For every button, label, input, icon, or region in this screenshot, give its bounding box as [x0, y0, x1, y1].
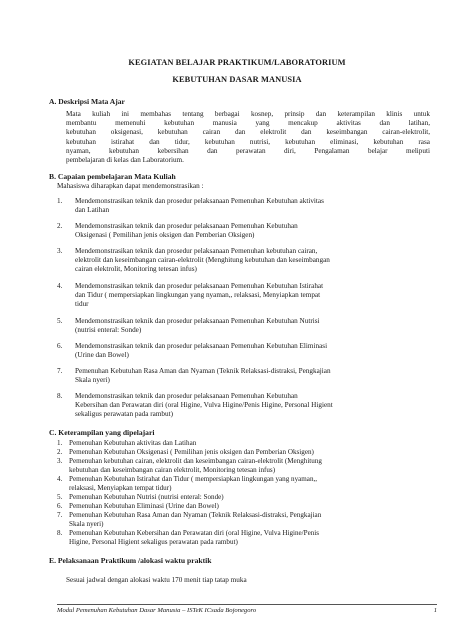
list-number: 7.	[57, 367, 63, 375]
list-text: Pemenuhan kebutuhan cairan, elektrolit dan keseimbangan cairan-elektrolit (Menghitung	[69, 457, 322, 465]
list-number: 6.	[57, 502, 63, 510]
list-text: Pemenuhan Kebutuhan aktivitas dan Latihan	[69, 439, 197, 447]
list-text: Mendemonstrasikan teknik dan prosedur pelaksanaan Pemenuhan Kebutuhan	[75, 392, 298, 400]
list-text: sekaligus perawatan pada rambut)	[75, 410, 173, 418]
list-number: 5.	[57, 493, 63, 501]
list-number: 2.	[57, 222, 63, 230]
list-text: Higine, Personal Higient sekaligus perawatan pada rambut)	[69, 537, 238, 546]
section-e-heading: E. Pelaksanaan Praktikum /alokasi waktu praktik	[49, 556, 212, 565]
section-e-text: Sesuai jadwal dengan alokasi waktu 170 menit tiap tatap muka	[66, 576, 247, 584]
paragraph-line: pembelajaran di kelas dan Laboratorium.	[66, 156, 184, 165]
list-text: Mendemonstrasikan teknik dan prosedur pelaksanaan Pemenuhan Kebutuhan Nutrisi	[75, 317, 320, 325]
paragraph-line: Mata kuliah ini membahas tentang berbagai kosnep, prinsip dan keterampilan klinis untuk	[66, 110, 430, 118]
list-text: Skala nyeri)	[75, 376, 110, 384]
list-number: 1.	[57, 439, 63, 447]
list-text: kebutuhan dan keseimbangan cairan elektrolit, Monitoring tetesan infus)	[69, 465, 276, 474]
footer-text: Modul Pemenuhan Kebutuhan Dasar Manusia – ISTeK ICsada Bojonegoro	[57, 607, 257, 614]
list-text: (Urine dan Bowel)	[75, 351, 129, 359]
section-a-paragraph	[66, 110, 430, 165]
page-number: 1	[433, 607, 437, 614]
list-text: Pemenuhan Kebutuhan Rasa Aman dan Nyaman (Teknik Relaksasi-distraksi, Pengkajian	[69, 511, 322, 519]
list-text: Pemenuhan Kebutuhan Rasa Aman dan Nyaman (Teknik Relaksasi-distraksi, Pengkajian	[75, 367, 331, 375]
list-text: Oksigenasi ( Pemilihan jenis oksigen dan Pemberian Oksigen)	[75, 231, 255, 239]
list-number: 4.	[57, 282, 63, 290]
list-number: 4.	[57, 475, 63, 483]
list-text: Mendemonstrasikan teknik dan prosedur pelaksanaan Pemenuhan Kebutuhan Istirahat	[75, 282, 324, 290]
list-text: Mendemonstrasikan teknik dan prosedur pelaksanaan Pemenuhan Kebutuhan	[75, 222, 298, 230]
list-number: 8.	[57, 529, 63, 537]
list-number: 3.	[57, 457, 63, 465]
paragraph-line: kebutuhan oksigenasi, kebutuhan cairan dan elektrolit dan keseimbangan cairan-elektrolit,	[66, 128, 430, 137]
list-text: Pemenuhan Kebutuhan Eliminasi (Urine dan Bowel)	[69, 502, 219, 510]
list-number: 6.	[57, 342, 63, 350]
section-b-heading: B. Capaian pembelajaran Mata Kuliah	[49, 172, 176, 181]
list-text: Mendemonstrasikan teknik dan prosedur pelaksanaan Pemenuhan kebutuhan cairan,	[75, 247, 318, 255]
list-number: 3.	[57, 247, 63, 255]
list-text: dan Tidur ( mempersiapkan lingkungan yang nyaman,, relaksasi, Menyiapkan tempat	[75, 291, 321, 299]
list-text: cairan elektrolit, Monitoring tetesan infus)	[75, 265, 197, 273]
list-text: Pemenuhan Kebutuhan Istirahat dan Tidur ( mempersiapkan lingkungan yang nyaman,,	[69, 475, 318, 483]
section-c-heading: C. Keterampilan yang dipelajari	[49, 428, 155, 437]
list-text: tidur	[75, 300, 89, 308]
paragraph-line: kebutuhan istirahat dan tidur, kebutuhan nutrisi, kebutuhan eliminasi, kebutuhan rasa	[66, 137, 430, 146]
section-a-heading: A. Deskripsi Mata Ajar	[49, 97, 125, 106]
list-number: 1.	[57, 197, 63, 205]
list-text: Kebersihan dan Perawatan diri (oral Higine, Vulva Higine/Penis Higine, Personal Higient	[75, 401, 333, 409]
list-text: Pemenuhan Kebutuhan Nutrisi (nutrisi enteral: Sonde)	[69, 493, 224, 501]
list-number: 2.	[57, 448, 63, 456]
list-text: Pemenuhan Kebutuhan Oksigenasi ( Pemilihan jenis oksigen dan Pemberian Oksigen)	[69, 448, 314, 456]
list-text: Skala nyeri)	[69, 519, 104, 528]
paragraph-line: membantu memenuhi kebutuhan manusia yang mencakup aktivitas dan latihan,	[66, 119, 430, 128]
list-text: relaksasi, Menyiapkan tempat tidur)	[69, 483, 172, 492]
page-footer	[57, 604, 437, 614]
paragraph-line: nyaman, kebutuhan kebersihan dan perawatan diri, Pengalaman belajar meliputi	[66, 146, 430, 155]
list-text: (nutrisi enteral: Sonde)	[75, 326, 142, 334]
list-text: elektrolit dan keseimbangan cairan-elektrolit (Menghitung kebutuhan dan keseimbangan	[75, 256, 330, 264]
section-b-intro: Mahasiswa diharapkan dapat mendemonstrasikan :	[57, 182, 204, 190]
list-text: dan Latihan	[75, 206, 110, 214]
list-number: 8.	[57, 392, 63, 400]
document-title: KEGIATAN BELAJAR PRAKTIKUM/LABORATORIUM	[128, 58, 346, 67]
list-number: 7.	[57, 511, 63, 519]
list-text: Mendemonstrasikan teknik dan prosedur pelaksanaan Pemenuhan Kebutuhan Eliminasi	[75, 342, 328, 350]
document-subtitle: KEBUTUHAN DASAR MANUSIA	[172, 75, 302, 84]
list-text: Mendemonstrasikan teknik dan prosedur pelaksanaan Pemenuhan Kebutuhan aktivitas	[75, 197, 324, 205]
list-text: Pemenuhan Kebutuhan Kebersihan dan Perawatan diri (oral Higine, Vulva Higine/Penis	[69, 529, 320, 537]
list-number: 5.	[57, 317, 63, 325]
